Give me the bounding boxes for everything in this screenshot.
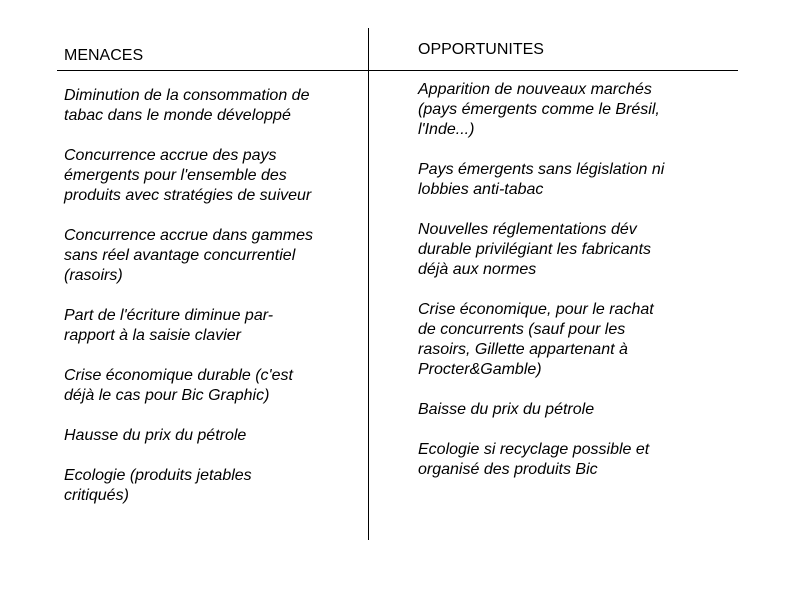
opportunites-column bbox=[418, 80, 718, 500]
opportunites-heading: OPPORTUNITES bbox=[418, 41, 544, 58]
menace-item: Concurrence accrue dans gammes sans réel avantage concurrentiel (rasoirs) bbox=[64, 227, 314, 284]
opportunite-item: Apparition de nouveaux marchés (pays émergents comme le Brésil, l'Inde...) bbox=[418, 81, 660, 138]
menace-item: Crise économique durable (c'est déjà le cas pour Bic Graphic) bbox=[64, 367, 293, 404]
menace-item: Part de l'écriture diminue par- rapport à la saisie clavier bbox=[64, 307, 274, 344]
menace-item: Diminution de la consommation de tabac dans le monde développé bbox=[64, 87, 310, 124]
menace-item: Concurrence accrue des pays émergents pour l'ensemble des produits avec stratégies de suiveur bbox=[64, 147, 312, 204]
opportunite-item: Crise économique, pour le rachat de concurrents (sauf pour les rasoirs, Gillette appartenant à Procter&Gamble) bbox=[418, 301, 654, 378]
opportunite-item: Nouvelles réglementations dév durable privilégiant les fabricants déjà aux normes bbox=[418, 221, 652, 278]
menace-item: Ecologie (produits jetables critiqués) bbox=[64, 467, 252, 504]
opportunite-item: Baisse du prix du pétrole bbox=[418, 401, 595, 418]
menace-item: Hausse du prix du pétrole bbox=[64, 427, 247, 444]
header-divider-horizontal bbox=[57, 70, 738, 71]
menaces-heading: MENACES bbox=[64, 47, 144, 64]
column-divider-vertical bbox=[368, 28, 369, 540]
opportunite-item: Pays émergents sans législation ni lobbies anti-tabac bbox=[418, 161, 665, 198]
menaces-column bbox=[64, 86, 364, 526]
opportunite-item: Ecologie si recyclage possible et organisé des produits Bic bbox=[418, 441, 650, 478]
